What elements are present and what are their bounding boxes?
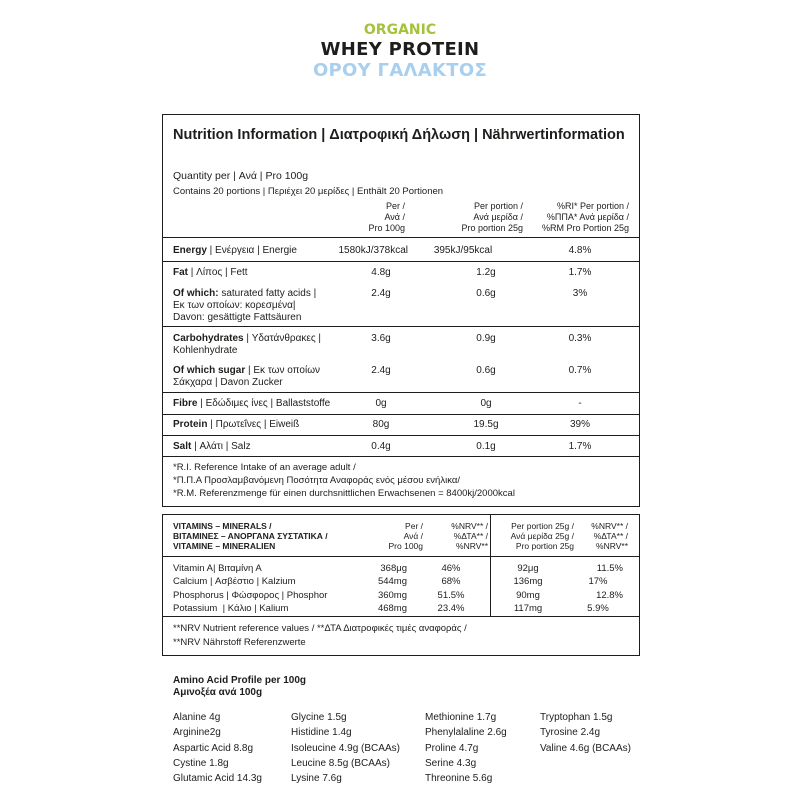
brand-whey-protein: WHEY PROTEIN bbox=[320, 39, 480, 60]
value-per-100g: 368μg bbox=[380, 563, 407, 574]
row-label: Of which sugar | Εκ των οποίων Σάκχαρα | Davon Zucker bbox=[173, 365, 320, 388]
column-separator bbox=[490, 515, 491, 616]
divider bbox=[163, 435, 639, 436]
value-nrv-portion: 17% bbox=[588, 576, 608, 587]
amino-item: Tyrosine 2.4g bbox=[540, 727, 601, 739]
nutrient-name: Vitamin A| Βιταμίνη Α bbox=[173, 563, 262, 574]
value-nrv: 46% bbox=[441, 563, 461, 574]
value-per-portion: 0.6g bbox=[476, 288, 496, 299]
value-per-100g: 2.4g bbox=[371, 288, 391, 299]
amino-item: Aspartic Acid 8.8g bbox=[173, 742, 254, 754]
value-per-portion: 92μg bbox=[517, 563, 539, 574]
value-per-100g: 80g bbox=[372, 419, 390, 430]
brand-greek-name: ΟΡΟΥ ΓΑΛΑΚΤΟΣ bbox=[312, 60, 488, 81]
value-nrv-portion: 5.9% bbox=[587, 603, 609, 614]
divider bbox=[163, 414, 639, 415]
value-per-100g: 2.4g bbox=[371, 365, 391, 376]
value-per-100g: 544mg bbox=[377, 576, 407, 587]
quantity-basis: Quantity per | Ανά | Pro 100g bbox=[173, 170, 309, 182]
amino-item: Alanine 4g bbox=[173, 712, 221, 723]
value-nrv: 51.5% bbox=[437, 590, 465, 601]
row-label: Salt | Αλάτι | Salz bbox=[173, 441, 251, 452]
value-per-portion: 136mg bbox=[513, 576, 543, 587]
footnote-ri-gr: *Π.Π.Α Προσλαμβανόμενη Ποσότητα Αναφοράς ενός μέσου ενήλικα/ bbox=[173, 475, 460, 486]
vitamins-minerals-table bbox=[162, 514, 640, 656]
divider bbox=[163, 456, 639, 457]
amino-item: Tryptophan 1.5g bbox=[540, 712, 613, 723]
value-ri: - bbox=[578, 398, 582, 409]
value-ri: 3% bbox=[572, 288, 588, 299]
divider bbox=[163, 616, 639, 617]
value-ri: 39% bbox=[569, 419, 590, 430]
value-ri: 1.7% bbox=[568, 441, 592, 452]
nutrient-name: Phosphorus | Φώσφορος | Phosphor bbox=[173, 590, 328, 601]
value-per-portion: 1.2g bbox=[476, 267, 496, 278]
vitamins-title: VITAMINS – MINERALS / ΒΙΤΑΜΙΝΕΣ – ΑΝΟΡΓΑΝΑ ΣΥΣΤΑΤΙΚΑ / VITAMINE – MINERALIEN bbox=[173, 521, 328, 551]
col-header-per-100g: Per / Ανά / Pro 100g bbox=[368, 201, 405, 233]
divider bbox=[163, 326, 639, 327]
footnote-nrv-de: **NRV Nährstoff Referenzwerte bbox=[173, 637, 306, 648]
value-per-portion: 0g bbox=[480, 398, 492, 409]
value-per-portion: 0.6g bbox=[476, 365, 496, 376]
value-ri: 0.3% bbox=[568, 333, 592, 344]
value-per-portion: 395kJ/95kcal bbox=[433, 245, 493, 256]
value-per-100g: 468mg bbox=[377, 603, 407, 614]
amino-item: Glycine 1.5g bbox=[291, 712, 347, 723]
amino-column bbox=[173, 710, 262, 786]
amino-item: Lysine 7.6g bbox=[291, 773, 342, 785]
divider bbox=[163, 556, 639, 557]
value-nrv-portion: 12.8% bbox=[596, 590, 623, 601]
nutrient-name: Potassium | Κάλιο | Kalium bbox=[173, 603, 289, 614]
amino-item: Cystine 1.8g bbox=[173, 757, 229, 769]
col-header-nrv-portion: %NRV** / %ΔΤΑ** / %NRV** bbox=[591, 521, 628, 551]
brand-organic: ORGANIC bbox=[363, 22, 437, 38]
row-label: Of which: saturated fatty acids | Εκ των οποίων: κορεσμένα| Davon: gesättigte Fattsäuren bbox=[173, 288, 317, 323]
amino-item: Serine 4.3g bbox=[425, 757, 477, 769]
col-header-per-100g: Per / Ανά / Pro 100g bbox=[388, 521, 423, 551]
amino-item: Leucine 8.5g (BCAAs) bbox=[291, 757, 390, 769]
value-per-portion: 0.1g bbox=[476, 441, 496, 452]
amino-item: Phenylalaline 2.6g bbox=[425, 727, 507, 739]
value-per-100g: 0g bbox=[375, 398, 387, 409]
value-per-portion: 0.9g bbox=[476, 333, 496, 344]
amino-item: Valine 4.6g (BCAAs) bbox=[540, 742, 631, 754]
nutrition-table bbox=[162, 114, 640, 507]
col-header-per-portion: Per portion 25g / Ανά μερίδα 25g / Pro portion 25g bbox=[510, 521, 574, 551]
amino-column bbox=[291, 710, 400, 786]
amino-column bbox=[425, 710, 507, 786]
col-header-ri: %RI* Per portion / %ΠΠΑ* Ανά μερίδα / %RM Pro Portion 25g bbox=[541, 201, 629, 233]
value-per-portion: 117mg bbox=[513, 603, 543, 614]
footnote-ri-de: *R.M. Referenzmenge für einen durchsnittlichen Erwachsenen = 8400kj/2000kcal bbox=[173, 488, 515, 499]
row-label: Fat | Λίπος | Fett bbox=[173, 267, 248, 278]
amino-item: Threonine 5.6g bbox=[425, 773, 493, 785]
col-header-nrv: %NRV** / %ΔΤΑ** / %NRV** bbox=[451, 521, 488, 551]
row-label: Fibre | Εδώδιμες ίνες | Ballaststoffe bbox=[173, 398, 331, 409]
nutrient-name: Calcium | Ασβέστιο | Kalzium bbox=[173, 576, 296, 587]
amino-item: Glutamic Acid 14.3g bbox=[173, 773, 262, 785]
divider bbox=[163, 237, 639, 238]
value-nrv: 23.4% bbox=[437, 603, 465, 614]
amino-column bbox=[540, 710, 631, 756]
value-ri: 4.8% bbox=[568, 245, 592, 256]
row-label: Protein | Πρωτεΐνες | Eiweiß bbox=[173, 419, 300, 430]
col-header-per-portion: Per portion / Ανά μερίδα / Pro portion 25g bbox=[461, 201, 523, 233]
amino-item: Arginine2g bbox=[173, 727, 221, 739]
value-per-100g: 3.6g bbox=[371, 333, 391, 344]
portions-info: Contains 20 portions | Περιέχει 20 μερίδες | Enthält 20 Portionen bbox=[173, 186, 444, 197]
row-label: Carbohydrates | Υδατάνθρακες | Kohlenhydrate bbox=[173, 333, 322, 356]
amino-item: Isoleucine 4.9g (BCAAs) bbox=[291, 742, 400, 754]
value-per-portion: 90mg bbox=[516, 590, 540, 601]
value-per-100g: 4.8g bbox=[371, 267, 391, 278]
value-ri: 1.7% bbox=[568, 267, 592, 278]
value-nrv-portion: 11.5% bbox=[596, 563, 623, 574]
value-nrv: 68% bbox=[441, 576, 461, 587]
divider bbox=[163, 392, 639, 393]
footnote-ri-en: *R.I. Reference Intake of an average adult / bbox=[173, 462, 356, 473]
footnote-nrv: **NRV Nutrient reference values / **ΔΤΑ Διατροφικές τιμές αναφοράς / bbox=[173, 623, 467, 634]
amino-item: Histidine 1.4g bbox=[291, 727, 352, 739]
row-label: Energy | Ενέργεια | Energie bbox=[173, 245, 297, 256]
value-per-100g: 1580kJ/378kcal bbox=[338, 245, 408, 256]
amino-item: Proline 4.7g bbox=[425, 742, 479, 754]
product-heading bbox=[0, 22, 800, 81]
value-ri: 0.7% bbox=[568, 365, 592, 376]
nutrition-title: Nutrition Information | Διατροφική Δήλωση | Nährwertinformation bbox=[173, 127, 625, 143]
amino-item: Methionine 1.7g bbox=[425, 712, 497, 723]
value-per-portion: 19.5g bbox=[473, 419, 499, 430]
divider bbox=[163, 261, 639, 262]
value-per-100g: 0.4g bbox=[371, 441, 391, 452]
value-per-100g: 360mg bbox=[377, 590, 407, 601]
amino-acid-title: Amino Acid Profile per 100g Αμινοξέα ανά 100g bbox=[173, 675, 306, 698]
